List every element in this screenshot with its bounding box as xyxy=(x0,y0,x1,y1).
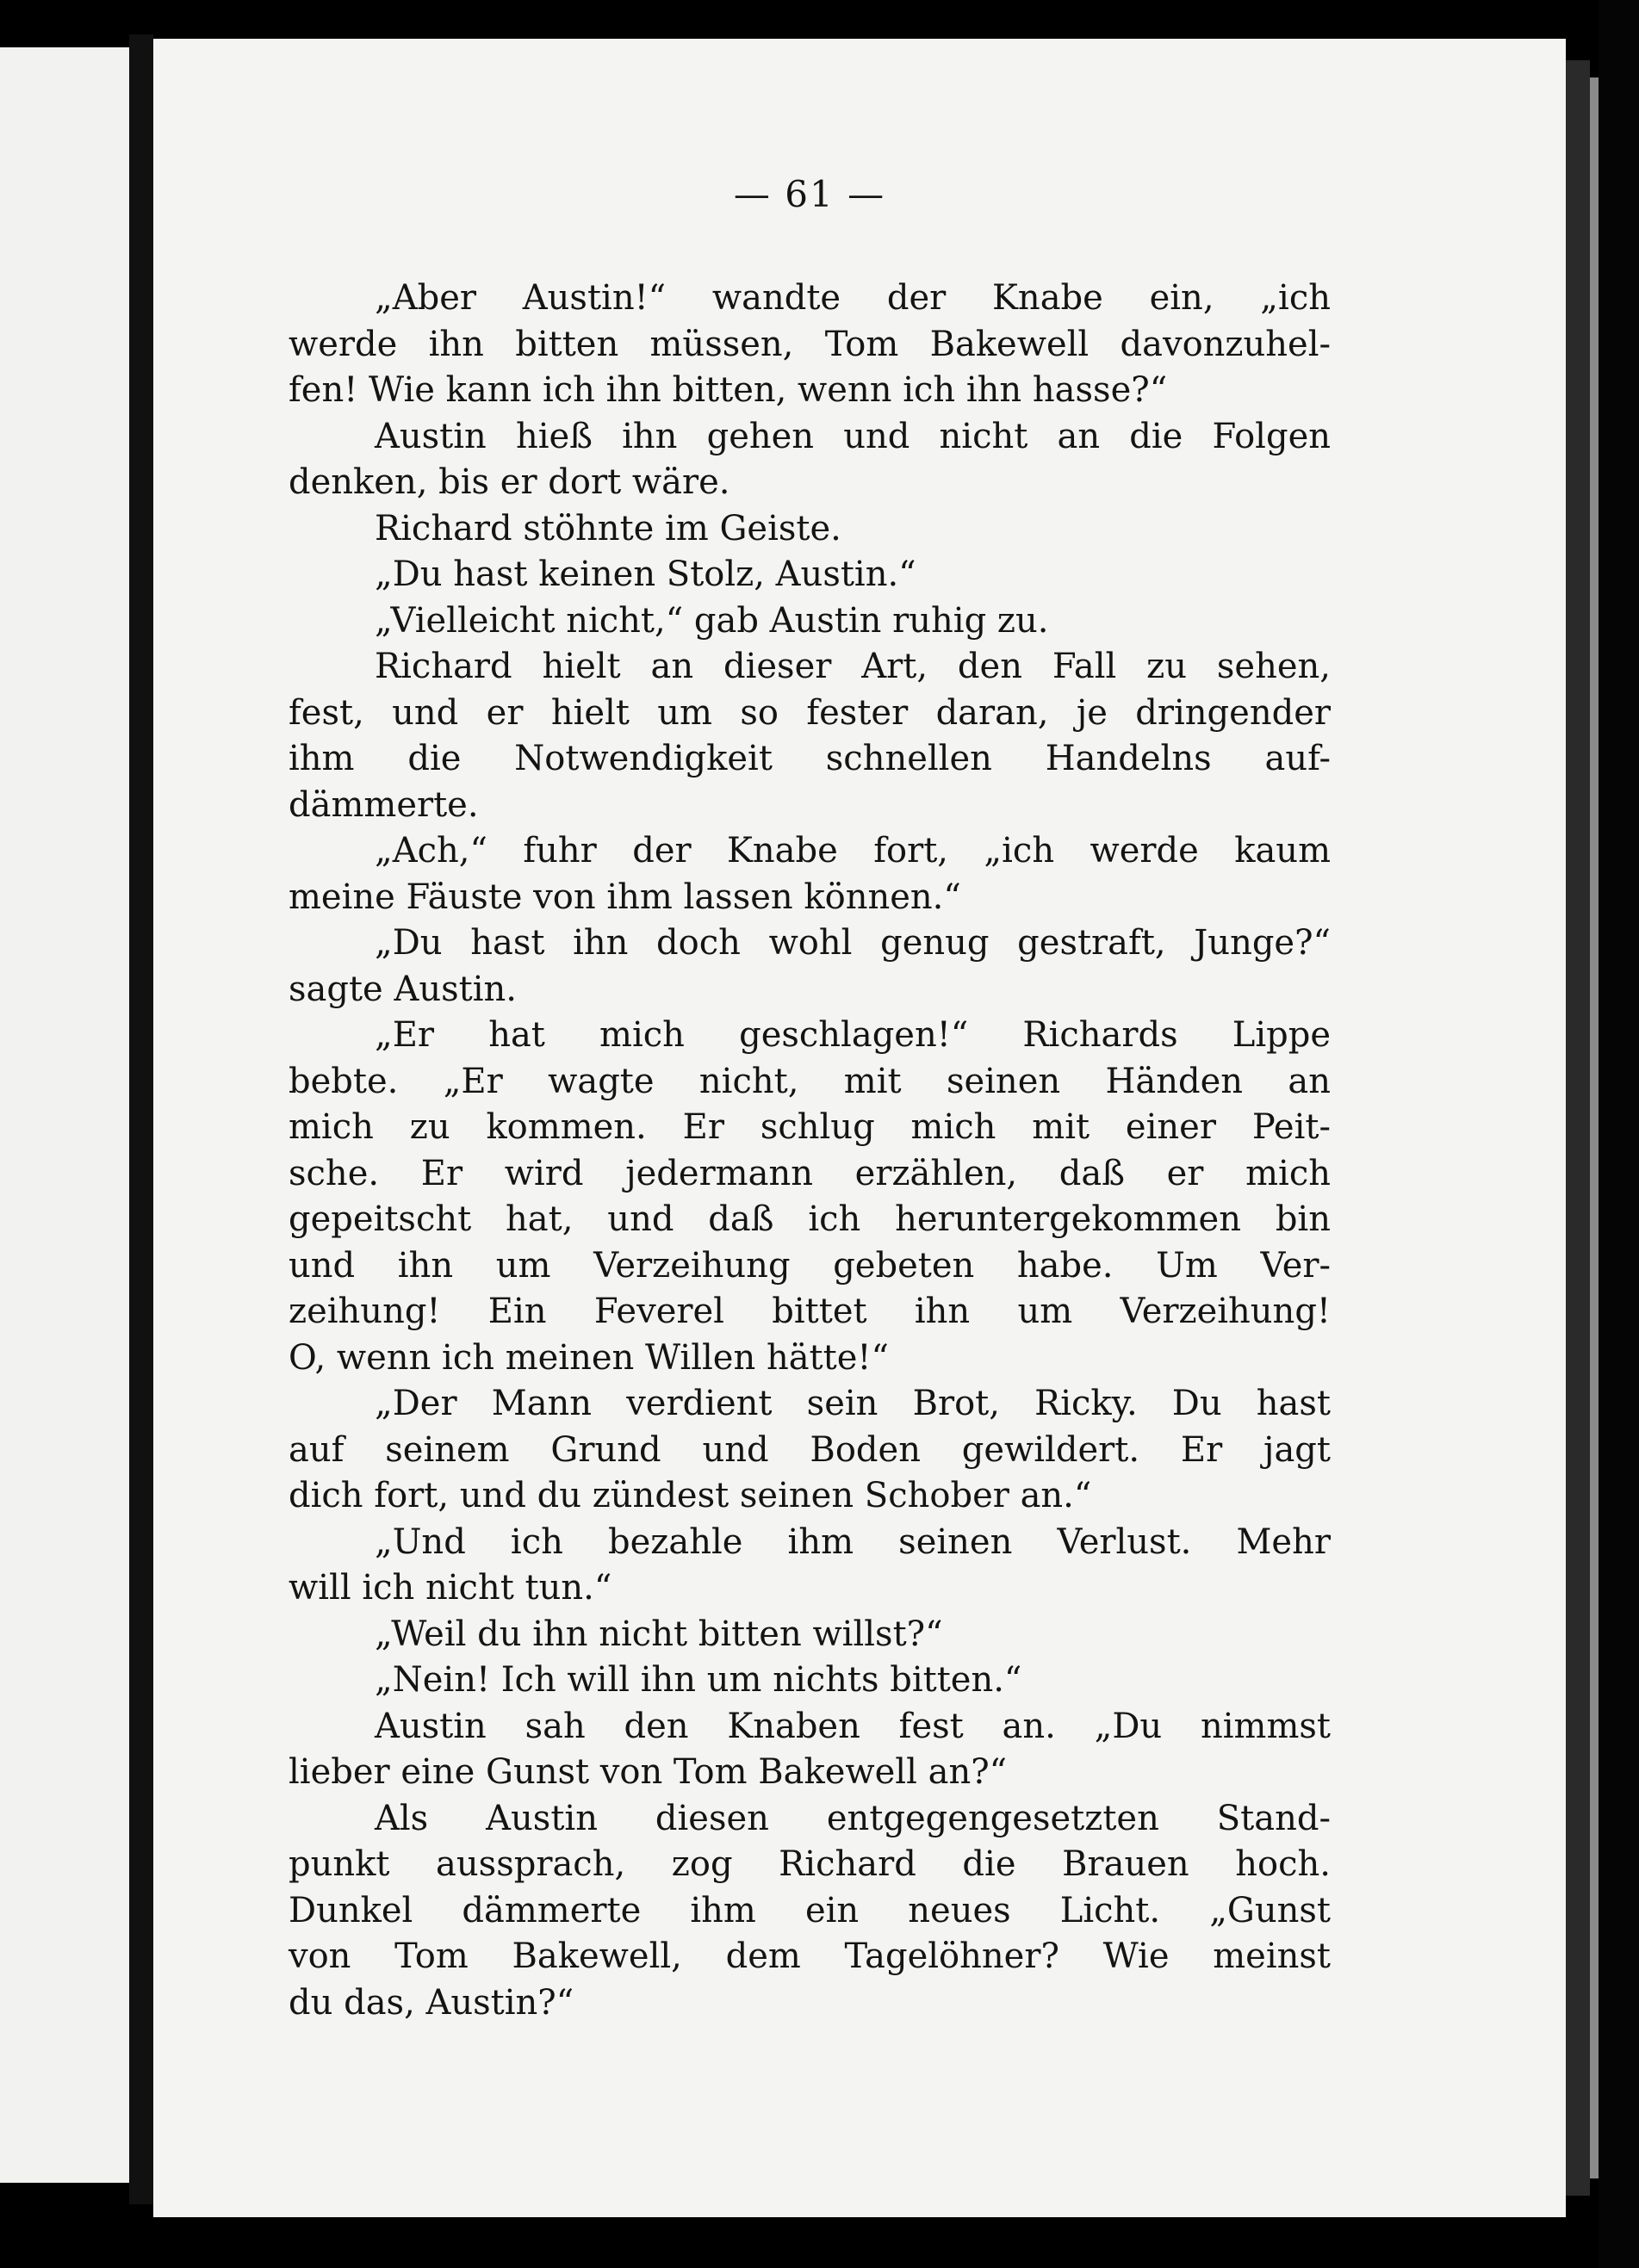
previous-page-edge xyxy=(0,47,129,2183)
text-line: lieber eine Gunst von Tom Bakewell an?“ xyxy=(289,1752,1008,1792)
text-line: Austin sah den Knaben fest an. „Du nimmst xyxy=(375,1706,1331,1746)
text-line: „Vielleicht nicht,“ gab Austin ruhig zu. xyxy=(375,600,1049,641)
text-line: sagte Austin. xyxy=(289,969,517,1009)
text-line: meine Fäuste von ihm lassen können.“ xyxy=(289,877,961,917)
text-line: zeihung! Ein Feverel bittet ihn um Verzeihung! xyxy=(289,1292,1331,1331)
text-line: „Der Mann verdient sein Brot, Ricky. Du hast xyxy=(375,1384,1331,1423)
text-line: denken, bis er dort wäre. xyxy=(289,462,730,502)
text-line: Dunkel dämmerte ihm ein neues Licht. „Gunst xyxy=(289,1890,1331,1930)
text-line: dämmerte. xyxy=(289,784,479,825)
text-line: dich fort, und du zündest seinen Schober an.“ xyxy=(289,1476,1092,1515)
text-line: Als Austin diesen entgegengesetzten Stand- xyxy=(375,1798,1331,1838)
text-line: von Tom Bakewell, dem Tagelöhner? Wie meinst xyxy=(289,1936,1331,1976)
text-line: „Du hast ihn doch wohl genug gestraft, Junge?“ xyxy=(375,923,1331,963)
text-line: mich zu kommen. Er schlug mich mit einer Peit- xyxy=(289,1107,1331,1147)
text-line: „Nein! Ich will ihn um nichts bitten.“ xyxy=(375,1660,1022,1700)
binding-gutter xyxy=(129,34,153,2204)
text-line: „Aber Austin!“ wandte der Knabe ein, „ich xyxy=(375,278,1331,318)
page-stack-edge xyxy=(1590,77,1599,2178)
page-edge-shadow xyxy=(1566,60,1590,2196)
text-line: „Weil du ihn nicht bitten willst?“ xyxy=(375,1614,943,1654)
text-line: du das, Austin?“ xyxy=(289,1982,574,2023)
text-line: Richard stöhnte im Geiste. xyxy=(375,508,841,548)
text-line: will ich nicht tun.“ xyxy=(289,1568,612,1608)
text-line: Richard hielt an dieser Art, den Fall zu sehen, xyxy=(375,647,1331,686)
text-line: fest, und er hielt um so fester daran, je dringender xyxy=(289,692,1331,733)
text-line: gepeitscht hat, und daß ich heruntergekommen bin xyxy=(289,1199,1331,1239)
text-line: „Du hast keinen Stolz, Austin.“ xyxy=(375,555,916,594)
text-line: O, wenn ich meinen Willen hätte!“ xyxy=(289,1337,889,1378)
page-number: — 61 — xyxy=(733,173,886,215)
text-line: „Und ich bezahle ihm seinen Verlust. Mehr xyxy=(375,1521,1331,1562)
text-line: bebte. „Er wagte nicht, mit seinen Händen an xyxy=(289,1061,1331,1101)
text-line: punkt aussprach, zog Richard die Brauen hoch. xyxy=(289,1844,1331,1884)
text-line: und ihn um Verzeihung gebeten habe. Um Ver- xyxy=(289,1245,1331,1286)
text-line: „Ach,“ fuhr der Knabe fort, „ich werde kaum xyxy=(375,831,1331,871)
text-line: werde ihn bitten müssen, Tom Bakewell davonzuhel- xyxy=(289,324,1331,364)
text-line: „Er hat mich geschlagen!“ Richards Lippe xyxy=(375,1015,1331,1055)
text-line: sche. Er wird jedermann erzählen, daß er mich xyxy=(289,1153,1331,1193)
text-line: ihm die Notwendigkeit schnellen Handelns auf- xyxy=(289,739,1331,778)
page-text xyxy=(289,172,1331,2026)
text-line: fen! Wie kann ich ihn bitten, wenn ich ihn hasse?“ xyxy=(289,370,1168,410)
text-line: Austin hieß ihn gehen und nicht an die Folgen xyxy=(375,416,1331,456)
text-line: auf seinem Grund und Boden gewildert. Er jagt xyxy=(289,1429,1331,1470)
scan-border xyxy=(1599,0,1639,2268)
